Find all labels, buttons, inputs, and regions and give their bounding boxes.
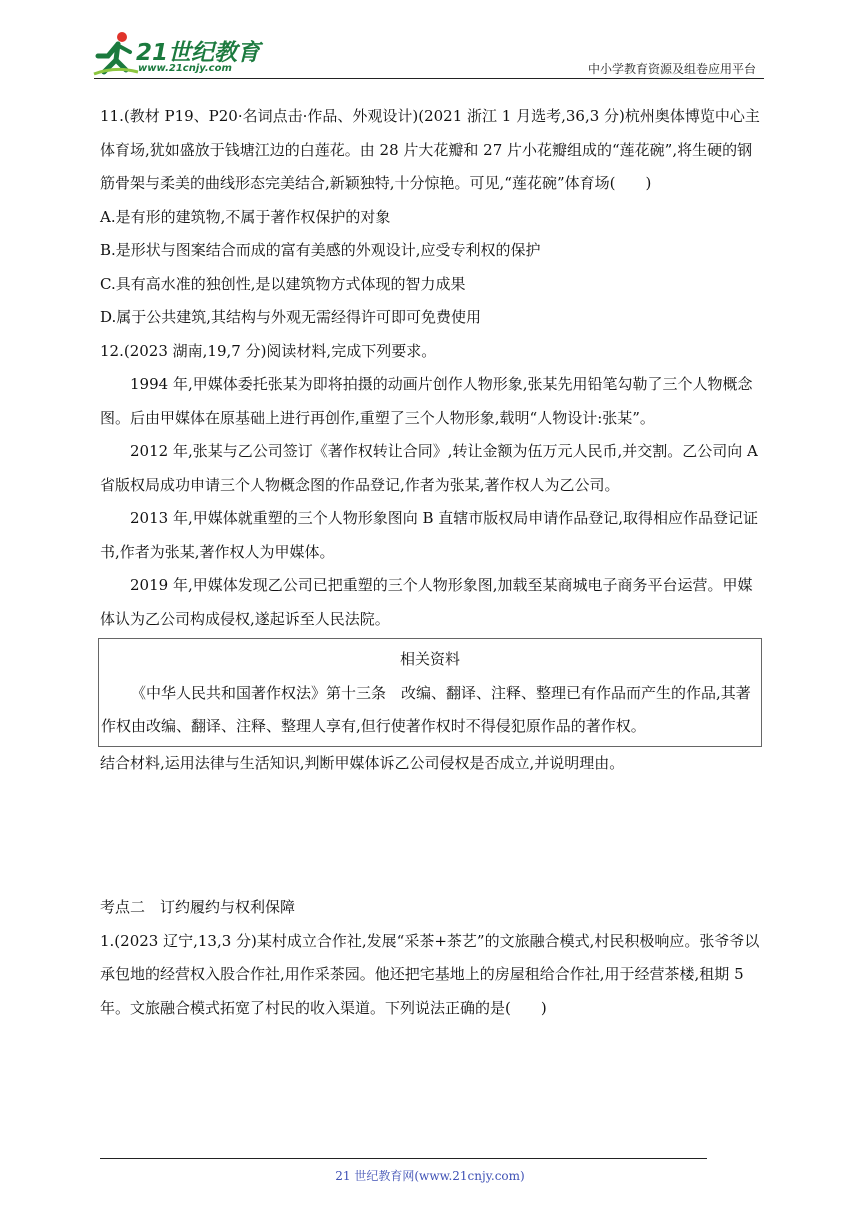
site-logo[interactable] bbox=[92, 30, 262, 80]
material-paragraph: 2019 年,甲媒体发现乙公司已把重塑的三个人物形象图,加载至某商城电子商务平台运营。甲媒体认为乙公司构成侵权,遂起诉至人民法院。 bbox=[100, 576, 753, 628]
related-materials-text: 《中华人民共和国著作权法》第十三条 改编、翻译、注释、整理已有作品而产生的作品,其著作权由改编、翻译、注释、整理人享有,但行使著作权时不得侵犯原作品的著作权。 bbox=[101, 683, 751, 735]
section-title: 考点二 订约履约与权利保障 bbox=[100, 898, 296, 916]
runner-logo-icon bbox=[92, 30, 140, 76]
material-paragraph: 1994 年,甲媒体委托张某为即将拍摄的动画片创作人物形象,张某先用铅笔勾勒了三个人物概念图。后由甲媒体在原基础上进行再创作,重塑了三个人物形象,载明“人物设计:张某”。 bbox=[100, 375, 753, 427]
header-divider bbox=[94, 78, 764, 79]
logo-url: www.21cnjy.com bbox=[138, 63, 232, 74]
question-11-option-a: A.是有形的建筑物,不属于著作权保护的对象 bbox=[100, 207, 391, 226]
footer-divider bbox=[100, 1158, 707, 1159]
related-materials-title: 相关资料 bbox=[399, 650, 460, 668]
question-11-option-b: B.是形状与图案结合而成的富有美感的外观设计,应受专利权的保护 bbox=[100, 241, 541, 259]
answer-space bbox=[100, 780, 764, 891]
question-12-prompt: 结合材料,运用法律与生活知识,判断甲媒体诉乙公司侵权是否成立,并说明理由。 bbox=[100, 753, 625, 772]
page-header bbox=[0, 0, 860, 90]
document-body bbox=[100, 100, 764, 1025]
material-paragraph: 2013 年,甲媒体就重塑的三个人物形象图向 B 直辖市版权局申请作品登记,取得相应作品登记证书,作者为张某,著作权人为甲媒体。 bbox=[100, 509, 759, 561]
platform-slogan: 中小学教育资源及组卷应用平台 bbox=[587, 62, 756, 76]
logo-text: 21世纪教育 bbox=[136, 40, 261, 66]
question-11-stem: 11.(教材 P19、P20·名词点击·作品、外观设计)(2021 浙江 1 月选考,36,3 分)杭州奥体博览中心主体育场,犹如盛放于钱塘江边的白莲花。由 28 片大花瓣和 27 片小花瓣组成的“莲花碗”,将生硬的钢筋骨架与柔美的曲线形态完美结合,新颖独特,十分惊艳。可见,“莲花碗”体育场( ) bbox=[100, 107, 760, 192]
related-materials-box bbox=[98, 638, 762, 747]
question-11-option-c: C.具有高水准的独创性,是以建筑物方式体现的智力成果 bbox=[100, 274, 466, 293]
section-2-question-1-stem: 1.(2023 辽宁,13,3 分)某村成立合作社,发展“采茶+茶艺”的文旅融合模式,村民积极响应。张爷爷以承包地的经营权入股合作社,用作采茶园。他还把宅基地上的房屋租给合作社,用于经营茶楼,租期 5 年。文旅融合模式拓宽了村民的收入渠道。下列说法正确的是( ) bbox=[100, 931, 760, 1017]
material-paragraph: 2012 年,张某与乙公司签订《著作权转让合同》,转让金额为伍万元人民币,并交割。乙公司向 A 省版权局成功申请三个人物概念图的作品登记,作者为张某,著作权人为乙公司。 bbox=[100, 442, 758, 494]
footer-link[interactable]: 21 世纪教育网(www.21cnjy.com) bbox=[335, 1169, 525, 1183]
question-12-stem: 12.(2023 湖南,19,7 分)阅读材料,完成下列要求。 bbox=[100, 341, 437, 360]
question-11-option-d: D.属于公共建筑,其结构与外观无需经得许可即可免费使用 bbox=[100, 308, 482, 326]
